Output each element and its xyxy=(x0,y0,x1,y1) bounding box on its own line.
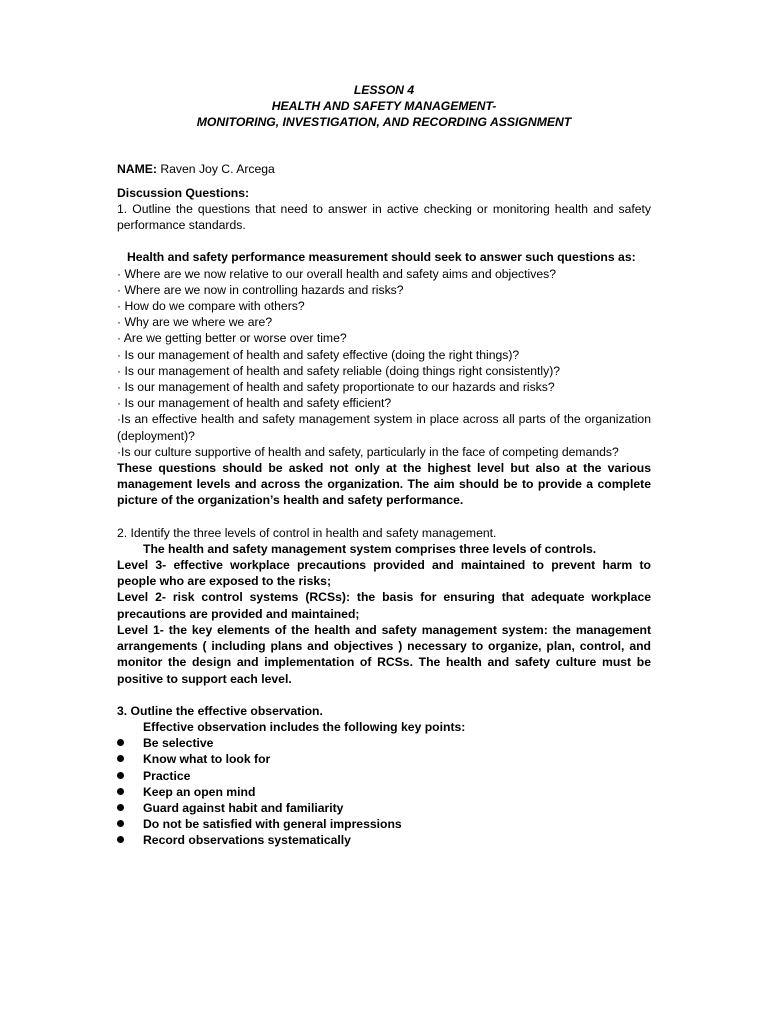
list-item xyxy=(117,751,651,767)
list-item: · How do we compare with others? xyxy=(117,299,305,314)
question-3: 3. Outline the effective observation. xyxy=(117,703,323,718)
list-item: · Is our management of health and safety proportionate to our hazards and risks? xyxy=(117,380,555,395)
name-label: NAME: xyxy=(117,161,157,176)
list-item xyxy=(117,816,651,832)
question-2-intro: The health and safety management system comprises three levels of controls. xyxy=(143,541,597,556)
bullet-icon xyxy=(117,836,124,843)
bullet-icon xyxy=(117,772,124,779)
title-line-2: MONITORING, INVESTIGATION, AND RECORDING ASSIGNMENT xyxy=(196,115,572,130)
point-text: Keep an open mind xyxy=(143,784,256,799)
point-text: Know what to look for xyxy=(143,752,271,767)
list-item: · Is our management of health and safety reliable (doing things right consistently)? xyxy=(117,363,561,378)
point-text: Be selective xyxy=(143,736,214,751)
list-item: · Is our management of health and safety effective (doing the right things)? xyxy=(117,347,520,362)
list-item xyxy=(117,735,651,751)
student-name xyxy=(117,161,651,177)
list-item: ·Is our culture supportive of health and safety, particularly in the face of competing demands? xyxy=(117,444,619,459)
question-2: 2. Identify the three levels of control in health and safety management. xyxy=(117,525,497,540)
lesson-number: LESSON 4 xyxy=(353,83,415,97)
level-3-text: Level 3- effective workplace precautions provided and maintained to prevent harm to people who are exposed to the risks; xyxy=(117,558,651,589)
bullet-icon xyxy=(117,820,124,827)
point-text: Practice xyxy=(143,768,191,783)
bullet-icon xyxy=(117,739,124,746)
list-item xyxy=(117,800,651,816)
list-item xyxy=(117,832,651,848)
bullet-icon xyxy=(117,788,124,795)
question-3-intro: Effective observation includes the following key points: xyxy=(143,719,466,734)
list-item xyxy=(117,768,651,784)
title-line-1: HEALTH AND SAFETY MANAGEMENT- xyxy=(271,99,497,114)
level-2-text: Level 2- risk control systems (RCSs): the basis for ensuring that adequate workplace precautions are provided and maintained; xyxy=(117,590,651,621)
name-value: Raven Joy C. Arcega xyxy=(160,161,275,176)
list-item: · Why are we where we are? xyxy=(117,315,273,330)
level-1-text: Level 1- the key elements of the health and safety management system: the management arrangements ( including plans and objectives ) necessary to organize, plan, control, and monitor the design and implementation of RCSs. The health and safety culture must be positive to support each level. xyxy=(117,622,651,686)
bullet-icon xyxy=(117,804,124,811)
point-text: Guard against habit and familiarity xyxy=(143,800,344,815)
list-item: · Is our management of health and safety efficient? xyxy=(117,396,392,411)
point-text: Record observations systematically xyxy=(143,833,351,848)
list-item: · Where are we now in controlling hazards and risks? xyxy=(117,282,404,297)
list-item xyxy=(117,784,651,800)
question-1-intro: Health and safety performance measurement should seek to answer such questions as: xyxy=(127,250,636,265)
list-item: · Where are we now relative to our overall health and safety aims and objectives? xyxy=(117,266,556,281)
question-1-conclusion: These questions should be asked not only at the highest level but also at the various management levels and across the organization. The aim should be to provide a complete picture of the organization’s health and safety performance. xyxy=(117,461,651,508)
point-text: Do not be satisfied with general impressions xyxy=(143,817,402,832)
document-page xyxy=(117,82,651,849)
list-item: · Are we getting better or worse over time? xyxy=(117,331,347,346)
observation-points-list xyxy=(117,735,651,848)
list-item: ·Is an effective health and safety management system in place across all parts of the organization (deployment)? xyxy=(117,412,651,443)
question-1-list xyxy=(117,266,651,460)
bullet-icon xyxy=(117,755,124,762)
discussion-heading: Discussion Questions: xyxy=(117,185,250,200)
question-1: 1. Outline the questions that need to answer in active checking or monitoring health and safety performance standards. xyxy=(117,202,651,233)
